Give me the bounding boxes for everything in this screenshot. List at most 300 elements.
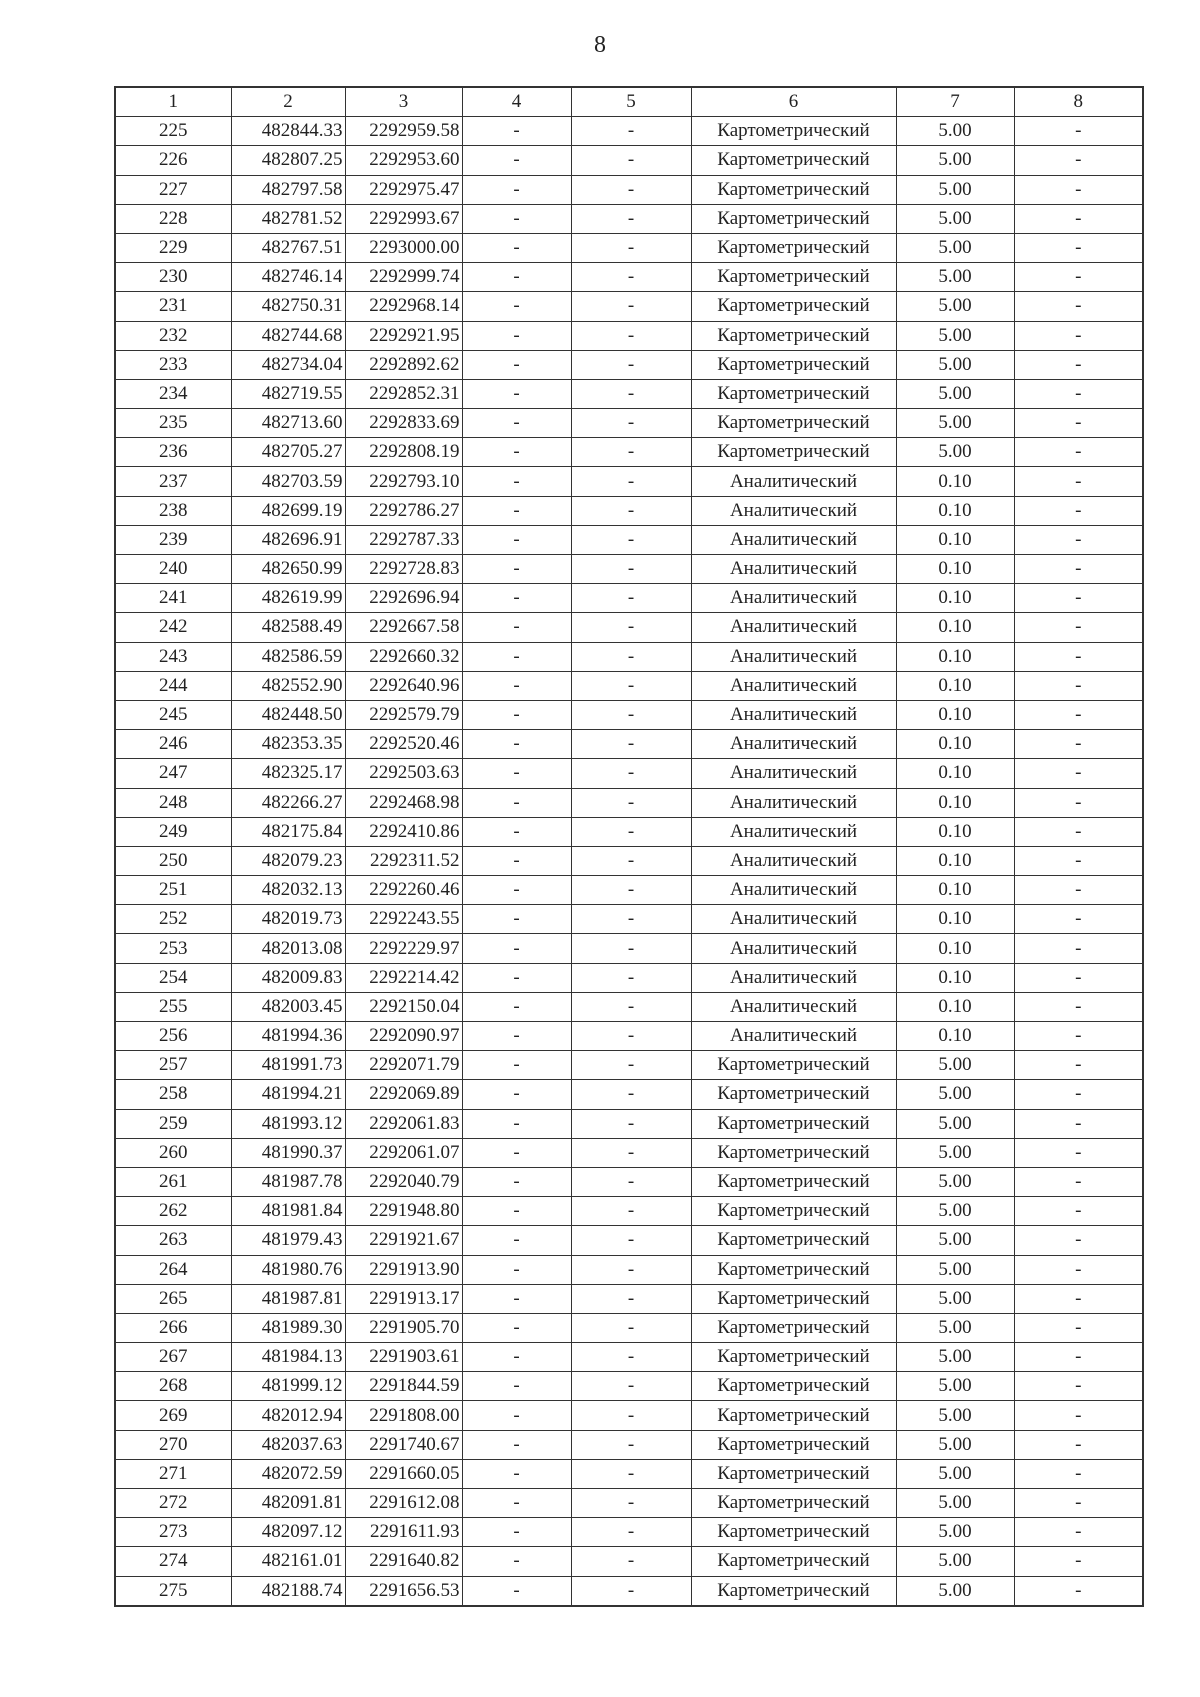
cell-method: Картометрический xyxy=(691,263,896,292)
cell-col-4: - xyxy=(462,1255,571,1284)
table-row xyxy=(115,117,1143,146)
cell-col-8: - xyxy=(1014,1372,1143,1401)
cell-coord-x: 482353.35 xyxy=(231,730,345,759)
cell-point-number: 262 xyxy=(115,1197,231,1226)
cell-coord-y: 2292061.83 xyxy=(345,1109,462,1138)
cell-col-5: - xyxy=(571,321,691,350)
table-row xyxy=(115,292,1143,321)
cell-col-4: - xyxy=(462,1051,571,1080)
cell-col-8: - xyxy=(1014,204,1143,233)
cell-col-8: - xyxy=(1014,700,1143,729)
cell-col-8: - xyxy=(1014,876,1143,905)
cell-col-4: - xyxy=(462,204,571,233)
cell-coord-x: 481984.13 xyxy=(231,1343,345,1372)
cell-col-5: - xyxy=(571,759,691,788)
cell-coord-x: 482650.99 xyxy=(231,555,345,584)
cell-point-number: 251 xyxy=(115,876,231,905)
cell-point-number: 275 xyxy=(115,1576,231,1606)
cell-coord-x: 481993.12 xyxy=(231,1109,345,1138)
cell-col-5: - xyxy=(571,1343,691,1372)
cell-col-5: - xyxy=(571,1284,691,1313)
cell-col-4: - xyxy=(462,905,571,934)
cell-col-5: - xyxy=(571,1547,691,1576)
cell-col-4: - xyxy=(462,1022,571,1051)
column-header-4: 4 xyxy=(462,87,571,117)
cell-point-number: 225 xyxy=(115,117,231,146)
table-row xyxy=(115,1576,1143,1606)
cell-col-4: - xyxy=(462,700,571,729)
cell-coord-x: 482032.13 xyxy=(231,876,345,905)
cell-coord-y: 2292786.27 xyxy=(345,496,462,525)
cell-col-8: - xyxy=(1014,788,1143,817)
cell-coord-x: 482844.33 xyxy=(231,117,345,146)
cell-method: Картометрический xyxy=(691,409,896,438)
cell-point-number: 253 xyxy=(115,934,231,963)
cell-point-number: 241 xyxy=(115,584,231,613)
cell-col-4: - xyxy=(462,292,571,321)
cell-coord-y: 2293000.00 xyxy=(345,233,462,262)
table-row xyxy=(115,1518,1143,1547)
cell-coord-x: 482012.94 xyxy=(231,1401,345,1430)
cell-point-number: 235 xyxy=(115,409,231,438)
cell-method: Картометрический xyxy=(691,1459,896,1488)
table-row xyxy=(115,1138,1143,1167)
cell-method: Картометрический xyxy=(691,1167,896,1196)
cell-method: Аналитический xyxy=(691,525,896,554)
cell-coord-x: 482019.73 xyxy=(231,905,345,934)
cell-method: Картометрический xyxy=(691,379,896,408)
cell-method: Картометрический xyxy=(691,1430,896,1459)
cell-point-number: 249 xyxy=(115,817,231,846)
cell-col-5: - xyxy=(571,1372,691,1401)
cell-col-8: - xyxy=(1014,671,1143,700)
cell-col-4: - xyxy=(462,1459,571,1488)
cell-precision: 5.00 xyxy=(896,1547,1014,1576)
cell-coord-x: 482586.59 xyxy=(231,642,345,671)
cell-col-5: - xyxy=(571,350,691,379)
cell-col-4: - xyxy=(462,846,571,875)
cell-precision: 5.00 xyxy=(896,1167,1014,1196)
cell-coord-y: 2292410.86 xyxy=(345,817,462,846)
column-header-5: 5 xyxy=(571,87,691,117)
cell-coord-x: 482734.04 xyxy=(231,350,345,379)
cell-coord-y: 2291640.82 xyxy=(345,1547,462,1576)
table-row xyxy=(115,730,1143,759)
cell-col-8: - xyxy=(1014,1401,1143,1430)
cell-col-4: - xyxy=(462,642,571,671)
cell-point-number: 252 xyxy=(115,905,231,934)
cell-point-number: 246 xyxy=(115,730,231,759)
cell-precision: 5.00 xyxy=(896,1197,1014,1226)
cell-coord-x: 482696.91 xyxy=(231,525,345,554)
cell-col-4: - xyxy=(462,1401,571,1430)
cell-col-5: - xyxy=(571,584,691,613)
table-row xyxy=(115,525,1143,554)
page-number: 8 xyxy=(594,32,606,58)
table-row xyxy=(115,934,1143,963)
table-row xyxy=(115,233,1143,262)
cell-precision: 5.00 xyxy=(896,1109,1014,1138)
cell-col-5: - xyxy=(571,876,691,905)
cell-coord-x: 481994.21 xyxy=(231,1080,345,1109)
cell-coord-x: 482767.51 xyxy=(231,233,345,262)
cell-col-8: - xyxy=(1014,1051,1143,1080)
cell-precision: 0.10 xyxy=(896,555,1014,584)
cell-method: Картометрический xyxy=(691,321,896,350)
cell-precision: 5.00 xyxy=(896,1430,1014,1459)
table-row xyxy=(115,1197,1143,1226)
cell-method: Аналитический xyxy=(691,700,896,729)
cell-coord-y: 2291921.67 xyxy=(345,1226,462,1255)
table-row xyxy=(115,409,1143,438)
cell-col-8: - xyxy=(1014,1167,1143,1196)
cell-point-number: 234 xyxy=(115,379,231,408)
cell-col-5: - xyxy=(571,496,691,525)
cell-method: Картометрический xyxy=(691,1138,896,1167)
cell-col-8: - xyxy=(1014,963,1143,992)
cell-precision: 0.10 xyxy=(896,759,1014,788)
cell-col-5: - xyxy=(571,817,691,846)
cell-coord-x: 482588.49 xyxy=(231,613,345,642)
cell-precision: 5.00 xyxy=(896,1284,1014,1313)
cell-method: Аналитический xyxy=(691,1022,896,1051)
cell-precision: 0.10 xyxy=(896,584,1014,613)
cell-precision: 5.00 xyxy=(896,175,1014,204)
cell-coord-y: 2292061.07 xyxy=(345,1138,462,1167)
cell-method: Аналитический xyxy=(691,496,896,525)
cell-point-number: 226 xyxy=(115,146,231,175)
cell-precision: 0.10 xyxy=(896,642,1014,671)
cell-point-number: 267 xyxy=(115,1343,231,1372)
table-row xyxy=(115,1372,1143,1401)
cell-col-4: - xyxy=(462,934,571,963)
cell-coord-y: 2291808.00 xyxy=(345,1401,462,1430)
cell-col-4: - xyxy=(462,1489,571,1518)
cell-coord-y: 2292071.79 xyxy=(345,1051,462,1080)
cell-point-number: 248 xyxy=(115,788,231,817)
cell-precision: 5.00 xyxy=(896,233,1014,262)
cell-method: Картометрический xyxy=(691,146,896,175)
column-header-1: 1 xyxy=(115,87,231,117)
cell-col-8: - xyxy=(1014,905,1143,934)
cell-coord-x: 482619.99 xyxy=(231,584,345,613)
cell-col-4: - xyxy=(462,263,571,292)
cell-col-8: - xyxy=(1014,321,1143,350)
cell-point-number: 261 xyxy=(115,1167,231,1196)
cell-point-number: 237 xyxy=(115,467,231,496)
cell-precision: 0.10 xyxy=(896,700,1014,729)
cell-coord-x: 482781.52 xyxy=(231,204,345,233)
cell-point-number: 256 xyxy=(115,1022,231,1051)
table-body xyxy=(115,117,1143,1606)
cell-coord-x: 482072.59 xyxy=(231,1459,345,1488)
cell-col-4: - xyxy=(462,817,571,846)
cell-col-4: - xyxy=(462,1080,571,1109)
cell-col-4: - xyxy=(462,175,571,204)
cell-col-4: - xyxy=(462,1343,571,1372)
cell-coord-y: 2292090.97 xyxy=(345,1022,462,1051)
cell-col-8: - xyxy=(1014,146,1143,175)
cell-precision: 5.00 xyxy=(896,263,1014,292)
cell-col-8: - xyxy=(1014,379,1143,408)
cell-col-8: - xyxy=(1014,759,1143,788)
cell-point-number: 243 xyxy=(115,642,231,671)
cell-col-8: - xyxy=(1014,1138,1143,1167)
cell-method: Аналитический xyxy=(691,642,896,671)
cell-col-4: - xyxy=(462,876,571,905)
cell-precision: 5.00 xyxy=(896,321,1014,350)
cell-col-8: - xyxy=(1014,1080,1143,1109)
cell-coord-y: 2292999.74 xyxy=(345,263,462,292)
cell-col-5: - xyxy=(571,117,691,146)
cell-coord-x: 482705.27 xyxy=(231,438,345,467)
cell-coord-y: 2292975.47 xyxy=(345,175,462,204)
cell-col-8: - xyxy=(1014,1459,1143,1488)
table-row xyxy=(115,963,1143,992)
cell-col-5: - xyxy=(571,730,691,759)
cell-col-4: - xyxy=(462,555,571,584)
cell-col-4: - xyxy=(462,409,571,438)
table-row xyxy=(115,1080,1143,1109)
cell-col-8: - xyxy=(1014,1284,1143,1313)
cell-col-4: - xyxy=(462,992,571,1021)
table-row xyxy=(115,788,1143,817)
table-row xyxy=(115,146,1143,175)
cell-col-5: - xyxy=(571,146,691,175)
cell-coord-x: 482175.84 xyxy=(231,817,345,846)
cell-coord-x: 482448.50 xyxy=(231,700,345,729)
cell-precision: 0.10 xyxy=(896,788,1014,817)
cell-coord-x: 482797.58 xyxy=(231,175,345,204)
cell-coord-y: 2292640.96 xyxy=(345,671,462,700)
cell-col-5: - xyxy=(571,788,691,817)
cell-coord-y: 2292852.31 xyxy=(345,379,462,408)
cell-precision: 5.00 xyxy=(896,1226,1014,1255)
cell-coord-y: 2292214.42 xyxy=(345,963,462,992)
cell-coord-y: 2291844.59 xyxy=(345,1372,462,1401)
column-header-2: 2 xyxy=(231,87,345,117)
cell-coord-x: 482552.90 xyxy=(231,671,345,700)
table-row xyxy=(115,1226,1143,1255)
cell-coord-y: 2292520.46 xyxy=(345,730,462,759)
cell-coord-y: 2292728.83 xyxy=(345,555,462,584)
cell-method: Аналитический xyxy=(691,759,896,788)
cell-point-number: 266 xyxy=(115,1313,231,1342)
table-row xyxy=(115,555,1143,584)
table-row xyxy=(115,1313,1143,1342)
cell-point-number: 228 xyxy=(115,204,231,233)
table-row xyxy=(115,642,1143,671)
cell-col-4: - xyxy=(462,613,571,642)
cell-point-number: 259 xyxy=(115,1109,231,1138)
cell-method: Картометрический xyxy=(691,1372,896,1401)
cell-col-4: - xyxy=(462,467,571,496)
cell-col-4: - xyxy=(462,1138,571,1167)
cell-coord-x: 481989.30 xyxy=(231,1313,345,1342)
cell-coord-y: 2292993.67 xyxy=(345,204,462,233)
cell-point-number: 236 xyxy=(115,438,231,467)
cell-col-5: - xyxy=(571,1518,691,1547)
cell-point-number: 271 xyxy=(115,1459,231,1488)
coordinates-table xyxy=(114,86,1144,1607)
cell-col-8: - xyxy=(1014,175,1143,204)
cell-method: Картометрический xyxy=(691,1255,896,1284)
cell-col-5: - xyxy=(571,1430,691,1459)
cell-point-number: 240 xyxy=(115,555,231,584)
cell-coord-x: 482161.01 xyxy=(231,1547,345,1576)
cell-col-5: - xyxy=(571,379,691,408)
cell-point-number: 268 xyxy=(115,1372,231,1401)
cell-method: Картометрический xyxy=(691,233,896,262)
cell-coord-y: 2291656.53 xyxy=(345,1576,462,1606)
cell-method: Аналитический xyxy=(691,846,896,875)
cell-col-5: - xyxy=(571,525,691,554)
cell-precision: 0.10 xyxy=(896,467,1014,496)
cell-col-4: - xyxy=(462,759,571,788)
cell-precision: 5.00 xyxy=(896,1459,1014,1488)
table-row xyxy=(115,321,1143,350)
cell-point-number: 239 xyxy=(115,525,231,554)
cell-point-number: 269 xyxy=(115,1401,231,1430)
cell-coord-x: 482746.14 xyxy=(231,263,345,292)
cell-coord-y: 2292311.52 xyxy=(345,846,462,875)
cell-method: Картометрический xyxy=(691,1080,896,1109)
cell-method: Аналитический xyxy=(691,876,896,905)
table-row xyxy=(115,1489,1143,1518)
cell-coord-x: 481991.73 xyxy=(231,1051,345,1080)
cell-method: Картометрический xyxy=(691,1284,896,1313)
table-row xyxy=(115,496,1143,525)
cell-col-5: - xyxy=(571,1255,691,1284)
cell-coord-y: 2292260.46 xyxy=(345,876,462,905)
cell-col-5: - xyxy=(571,671,691,700)
cell-method: Аналитический xyxy=(691,584,896,613)
cell-point-number: 265 xyxy=(115,1284,231,1313)
cell-coord-y: 2291612.08 xyxy=(345,1489,462,1518)
table-row xyxy=(115,1167,1143,1196)
cell-coord-y: 2292468.98 xyxy=(345,788,462,817)
cell-col-5: - xyxy=(571,1051,691,1080)
cell-precision: 0.10 xyxy=(896,730,1014,759)
cell-coord-x: 482699.19 xyxy=(231,496,345,525)
cell-coord-x: 482325.17 xyxy=(231,759,345,788)
cell-coord-y: 2291611.93 xyxy=(345,1518,462,1547)
cell-col-5: - xyxy=(571,555,691,584)
table-row xyxy=(115,1343,1143,1372)
cell-point-number: 260 xyxy=(115,1138,231,1167)
cell-col-5: - xyxy=(571,1080,691,1109)
cell-method: Картометрический xyxy=(691,438,896,467)
table-row xyxy=(115,1109,1143,1138)
cell-col-8: - xyxy=(1014,1547,1143,1576)
cell-point-number: 273 xyxy=(115,1518,231,1547)
cell-point-number: 263 xyxy=(115,1226,231,1255)
cell-method: Аналитический xyxy=(691,467,896,496)
cell-precision: 5.00 xyxy=(896,146,1014,175)
cell-point-number: 245 xyxy=(115,700,231,729)
cell-coord-y: 2291660.05 xyxy=(345,1459,462,1488)
cell-coord-x: 482097.12 xyxy=(231,1518,345,1547)
cell-point-number: 272 xyxy=(115,1489,231,1518)
cell-col-5: - xyxy=(571,467,691,496)
cell-col-8: - xyxy=(1014,1313,1143,1342)
cell-precision: 0.10 xyxy=(896,963,1014,992)
cell-coord-x: 482744.68 xyxy=(231,321,345,350)
cell-col-4: - xyxy=(462,117,571,146)
cell-col-5: - xyxy=(571,438,691,467)
cell-method: Картометрический xyxy=(691,175,896,204)
cell-precision: 5.00 xyxy=(896,1518,1014,1547)
table-row xyxy=(115,759,1143,788)
cell-col-4: - xyxy=(462,379,571,408)
cell-col-4: - xyxy=(462,584,571,613)
cell-coord-x: 482013.08 xyxy=(231,934,345,963)
cell-col-8: - xyxy=(1014,263,1143,292)
cell-precision: 5.00 xyxy=(896,1343,1014,1372)
cell-coord-y: 2292921.95 xyxy=(345,321,462,350)
cell-precision: 0.10 xyxy=(896,1022,1014,1051)
cell-coord-y: 2291948.80 xyxy=(345,1197,462,1226)
column-header-8: 8 xyxy=(1014,87,1143,117)
cell-col-5: - xyxy=(571,1401,691,1430)
cell-col-5: - xyxy=(571,963,691,992)
cell-col-8: - xyxy=(1014,730,1143,759)
cell-col-4: - xyxy=(462,438,571,467)
cell-coord-x: 482003.45 xyxy=(231,992,345,1021)
cell-coord-y: 2292959.58 xyxy=(345,117,462,146)
cell-point-number: 238 xyxy=(115,496,231,525)
cell-col-5: - xyxy=(571,175,691,204)
table-row xyxy=(115,1547,1143,1576)
cell-col-4: - xyxy=(462,1430,571,1459)
table-row xyxy=(115,175,1143,204)
cell-coord-x: 481994.36 xyxy=(231,1022,345,1051)
table-header-row xyxy=(115,87,1143,117)
cell-col-4: - xyxy=(462,496,571,525)
cell-coord-y: 2292243.55 xyxy=(345,905,462,934)
table-row xyxy=(115,204,1143,233)
cell-col-5: - xyxy=(571,1489,691,1518)
cell-coord-y: 2292229.97 xyxy=(345,934,462,963)
cell-method: Картометрический xyxy=(691,1547,896,1576)
table-row xyxy=(115,1051,1143,1080)
cell-coord-x: 481981.84 xyxy=(231,1197,345,1226)
cell-precision: 5.00 xyxy=(896,1401,1014,1430)
cell-col-8: - xyxy=(1014,992,1143,1021)
cell-col-8: - xyxy=(1014,817,1143,846)
cell-precision: 5.00 xyxy=(896,292,1014,321)
cell-method: Картометрический xyxy=(691,292,896,321)
cell-method: Аналитический xyxy=(691,963,896,992)
cell-col-5: - xyxy=(571,1226,691,1255)
cell-point-number: 255 xyxy=(115,992,231,1021)
cell-col-8: - xyxy=(1014,496,1143,525)
cell-col-8: - xyxy=(1014,1343,1143,1372)
cell-col-5: - xyxy=(571,642,691,671)
cell-col-5: - xyxy=(571,934,691,963)
cell-col-4: - xyxy=(462,1372,571,1401)
cell-coord-y: 2292833.69 xyxy=(345,409,462,438)
cell-col-5: - xyxy=(571,613,691,642)
cell-coord-y: 2291913.17 xyxy=(345,1284,462,1313)
cell-method: Картометрический xyxy=(691,1489,896,1518)
cell-coord-y: 2292787.33 xyxy=(345,525,462,554)
table-row xyxy=(115,379,1143,408)
cell-point-number: 250 xyxy=(115,846,231,875)
cell-precision: 0.10 xyxy=(896,671,1014,700)
cell-point-number: 254 xyxy=(115,963,231,992)
cell-col-5: - xyxy=(571,1167,691,1196)
